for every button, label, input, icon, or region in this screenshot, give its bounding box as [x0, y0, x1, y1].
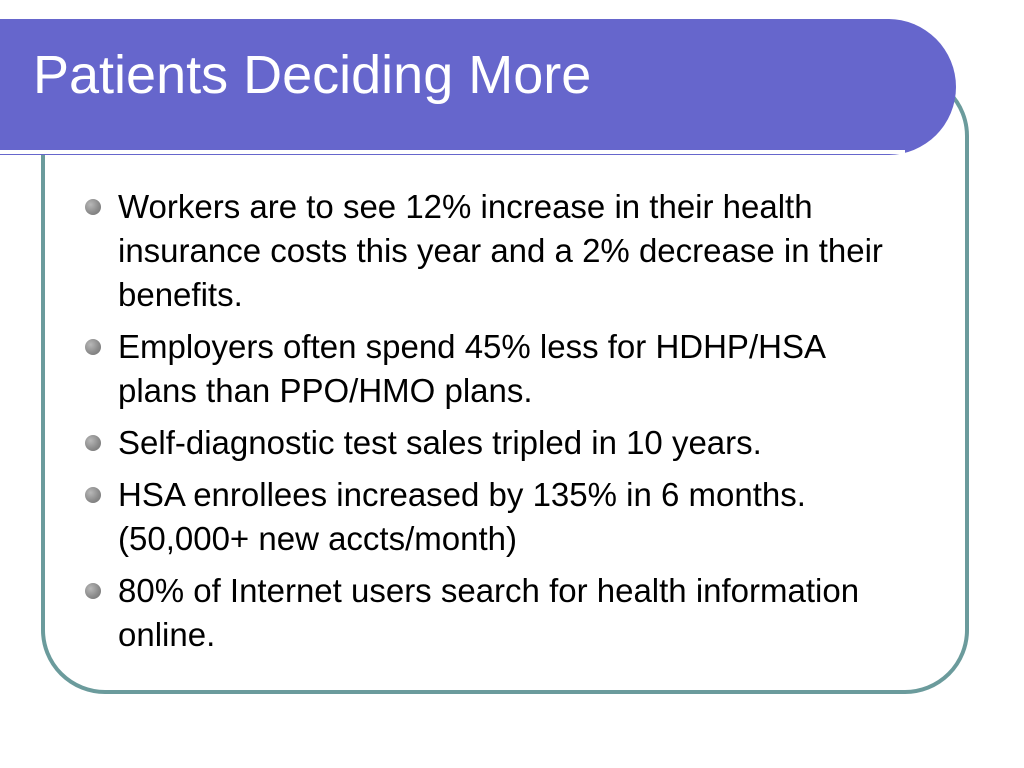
bullet-text: Self-diagnostic test sales tripled in 10 years. [118, 424, 762, 461]
bullet-item [85, 421, 895, 465]
bullet-dot-icon [85, 583, 101, 599]
bullet-dot-icon [85, 435, 101, 451]
bullet-dot-icon [85, 487, 101, 503]
bullet-item [85, 473, 895, 561]
bullet-item [85, 325, 895, 413]
bullet-dot-icon [85, 339, 101, 355]
bullet-text: 80% of Internet users search for health information online. [118, 572, 860, 653]
slide-title: Patients Deciding More [33, 45, 592, 105]
bullet-text: Workers are to see 12% increase in their health insurance costs this year and a 2% decrease in their benefits. [118, 188, 883, 313]
bullet-dot-icon [85, 199, 101, 215]
bullet-item [85, 569, 895, 657]
title-underline [0, 150, 905, 154]
bullet-item [85, 185, 895, 317]
bullet-list [85, 185, 895, 665]
bullet-text: HSA enrollees increased by 135% in 6 months. (50,000+ new accts/month) [118, 476, 806, 557]
bullet-text: Employers often spend 45% less for HDHP/HSA plans than PPO/HMO plans. [118, 328, 825, 409]
